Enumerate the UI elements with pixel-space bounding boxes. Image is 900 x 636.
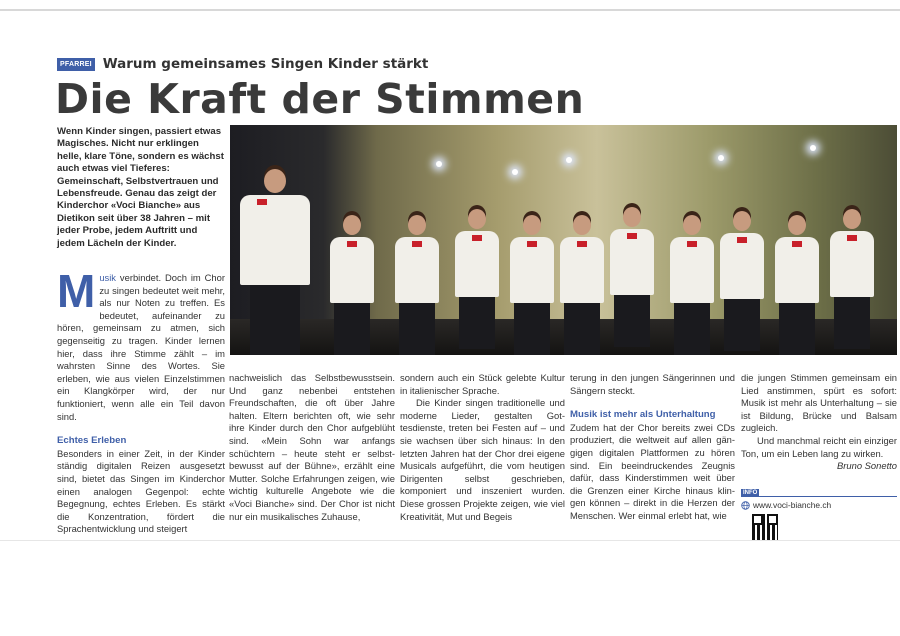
child-figure xyxy=(720,211,764,351)
child-figure xyxy=(560,215,604,355)
column-5: die jungen Stimmen gemeinsam ein Lied anstimmen, spürt es sofort: Musik ist mehr als Unterhaltung – sie ist Bildung, Brücke und Balsam zugleich. Und manchmal reicht ein einziger Ton, um ein Leben lang zu wirken. Bruno Sonetto INFO www.voci-bianche.ch xyxy=(741,372,897,540)
conductor-figure xyxy=(240,169,310,355)
section-badge: PFARREI xyxy=(57,58,95,71)
phone-light xyxy=(718,155,724,161)
info-divider xyxy=(741,496,897,497)
child-figure xyxy=(330,215,374,355)
column-3: sondern auch ein Stück gelebte Kultur in italienischer Sprache. Die Kinder singen traditionelle und moderne Lieder, gestalten Gottesdienste, treten bei Festen auf – und sie wachsen über sich hinaus: In den letzten Jahren hat der Chor drei eigene Musicals aufgeführt, die vom heutigen Dirigenten selbst geschrieben, komponiert und inszeniert wurden. Diese grossen Projekte zeigen, wie viel Kreativität, Mut und Begeis xyxy=(400,372,565,522)
author-byline: Bruno Sonetto xyxy=(837,460,897,472)
column-2: nachweislich das Selbstbewusstsein. Und ganz nebenbei entstehen Freundschaften, die oft über Jahre halten. Eltern berichten oft, wie sehr ihre Kinder durch den Chor aufgeblüht sind. «Mein Sohn war anfangs schüchtern – heute steht er selbstbewusst auf der Bühne», erzählt eine Mutter. Solche Erfahrungen zeigen, wie wichtig kulturelle Angebote wie die «Voci Bianche» sind. Der Chor ist nicht nur ein musikalisches Zuhause, xyxy=(229,372,395,522)
article-kicker xyxy=(57,56,428,72)
child-figure xyxy=(395,215,439,355)
section-heading: Musik ist mehr als Unterhaltung xyxy=(570,409,716,421)
section-heading: Echtes Erleben xyxy=(57,435,127,447)
column-4: terung in den jungen Sängerinnen und Sängern steckt. Musik ist mehr als Unterhaltung Zudem hat der Chor bereits zwei CDs produziert, die weltweit auf allen gängigen digitalen Plattformen zu hören sind. Ein beeindruckendes Zeugnis dafür, dass Kinderstimmen weit über die Grenzen einer Kirche hinaus klingen können – direkt in die Herzen der Menschen. Wer einmal erlebt hat, wie xyxy=(570,372,735,521)
child-figure xyxy=(670,215,714,355)
article-subtitle: Warum gemeinsames Singen Kinder stärkt xyxy=(102,56,429,72)
drop-cap: M xyxy=(57,265,96,317)
info-label: INFO xyxy=(743,489,758,496)
info-box xyxy=(741,485,897,541)
article-headline: Die Kraft der Stimmen xyxy=(55,75,585,123)
child-figure xyxy=(610,207,654,347)
phone-light xyxy=(566,157,572,163)
child-figure xyxy=(510,215,554,355)
phone-light xyxy=(512,169,518,175)
child-figure xyxy=(830,209,874,349)
child-figure xyxy=(455,209,499,349)
website-link[interactable]: www.voci-bianche.ch xyxy=(753,500,832,511)
phone-light xyxy=(436,161,442,167)
phone-light xyxy=(810,145,816,151)
qr-code[interactable] xyxy=(752,514,778,540)
choir-photo xyxy=(230,125,897,355)
column-1: Musik verbindet. Doch im Chor zu singen bedeutet weit mehr, als nur Noten zu treffen. Es bedeutet, aufeinander zu hören, gemeinsam zu atmen, sich gegenseitig zu tragen. Kinder lernen hier, dass ihre Stimme zählt – im wahrsten Sinne des Wortes. Sie erleben, wie aus vielen Einzelstimmen ein Klangkörper wird, der nur funktioniert, wenn alle ein Teil davon sind. Echtes Erleben Besonders in einer Zeit, in der Kinder ständig digitalen Reizen ausgesetzt sind, bietet das Singen im Kinderchor einen analogen Gegenpol: echte Begegnung, echtes Erleben. Es stärkt die Konzentration, fördert die Sprachentwicklung und steigert xyxy=(57,265,225,535)
child-figure xyxy=(775,215,819,355)
article-lead: Wenn Kinder singen, passiert etwas Magisches. Nicht nur erklingen helle, klare Töne, sondern es wächst auch etwas viel Tieferes: Gemeinschaft, Selbstvertrauen und Lebensfreude. Genau das zeigt der Kinderchor «Voci Bianche» aus Dietikon seit über 38 Jahren – mit jeder Probe, jedem Auftritt und jedem Lächeln der Kinder. xyxy=(57,126,224,249)
scan-edge-top xyxy=(0,9,900,11)
globe-icon xyxy=(741,501,750,510)
